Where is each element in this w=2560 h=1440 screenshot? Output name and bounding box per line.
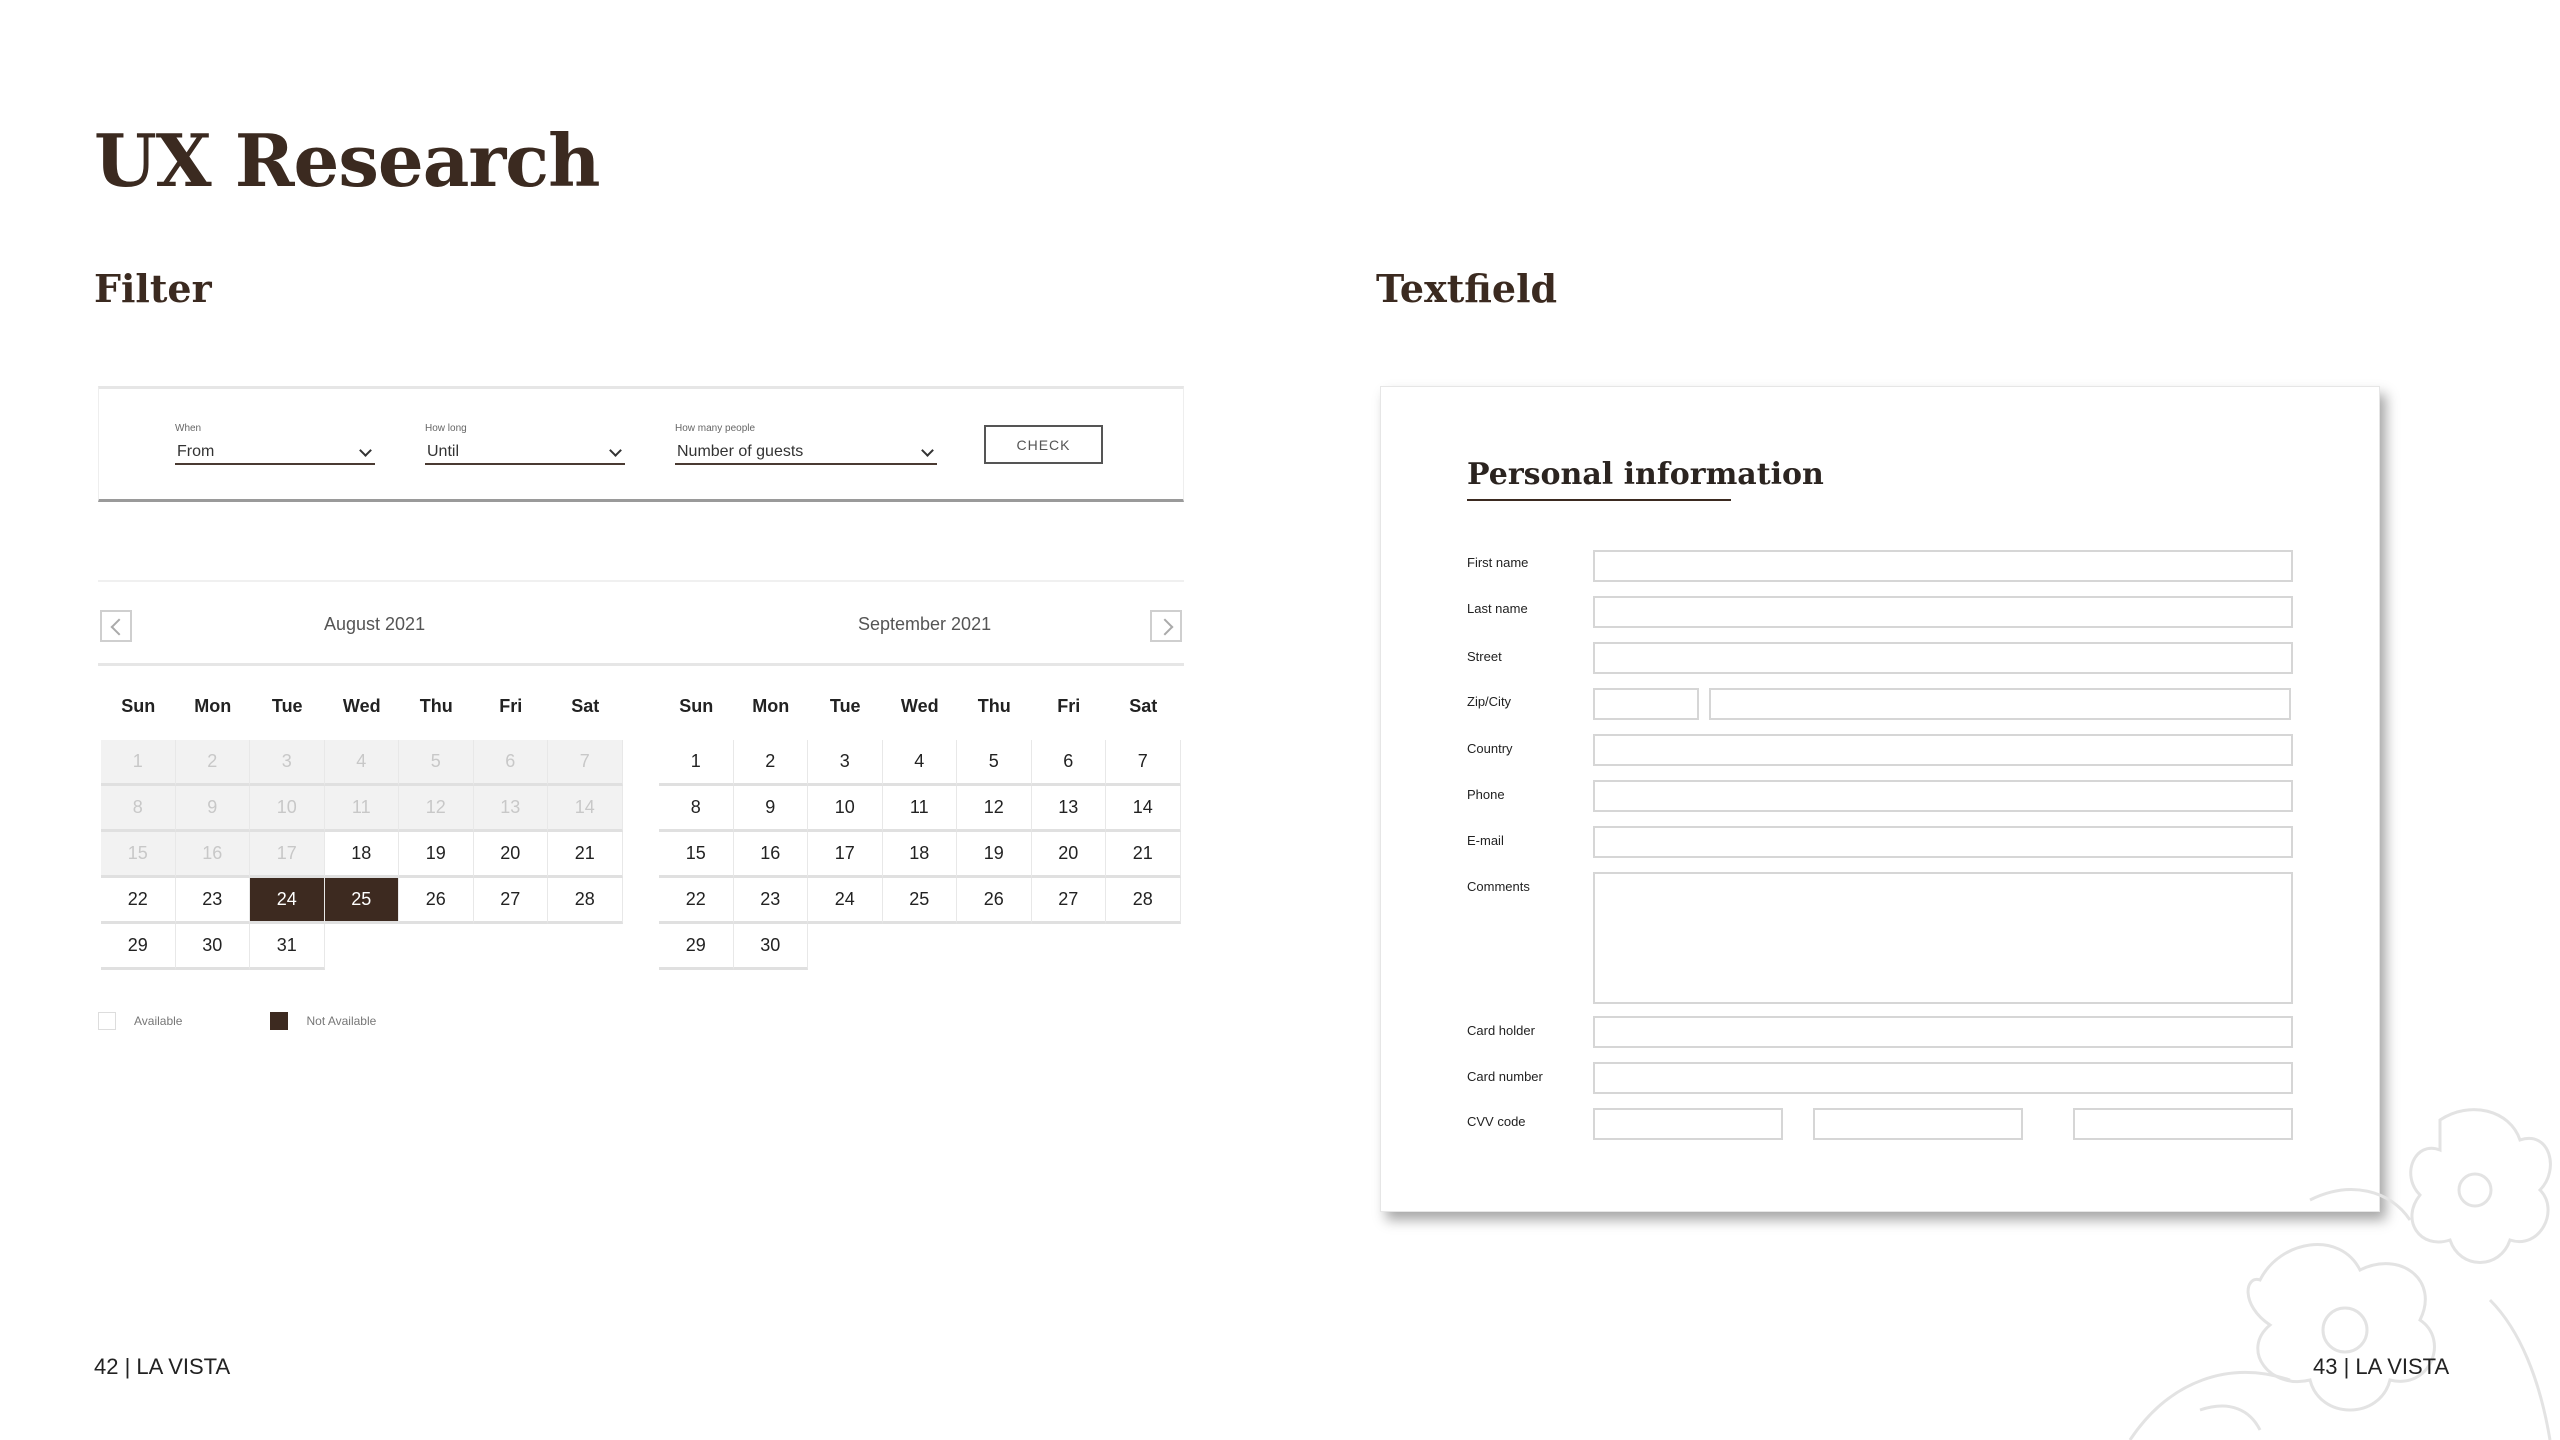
day-cell: 4	[325, 740, 400, 786]
day-cell[interactable]: 9	[734, 786, 809, 832]
how-long-select[interactable]	[425, 441, 625, 465]
legend-available-label: Available	[134, 1014, 183, 1028]
day-cell: 25	[325, 878, 400, 924]
day-cell[interactable]: 14	[1106, 786, 1181, 832]
day-cell[interactable]: 2	[734, 740, 809, 786]
calendar-header	[98, 580, 1184, 666]
day-cell: 9	[176, 786, 251, 832]
guests-label: How many people	[675, 423, 756, 434]
when-filter	[175, 423, 375, 465]
day-cell[interactable]: 26	[957, 878, 1032, 924]
last-name-label: Last name	[1467, 601, 1528, 616]
chevron-left-icon[interactable]	[100, 610, 132, 642]
cvv-field-1[interactable]	[1593, 1108, 1783, 1140]
footer-page-left: 42 | LA VISTA	[94, 1354, 231, 1379]
weekday-label: Fri	[1057, 696, 1081, 716]
day-cell[interactable]: 3	[808, 740, 883, 786]
month-title-august: August 2021	[324, 614, 426, 634]
weekday-label: Sat	[1129, 696, 1158, 716]
when-select[interactable]	[175, 441, 375, 465]
day-cell[interactable]: 26	[399, 878, 474, 924]
zip-city-label: Zip/City	[1467, 694, 1512, 709]
how-long-filter	[425, 423, 625, 465]
phone-field[interactable]	[1593, 780, 2293, 812]
legend-not-available-label: Not Available	[306, 1014, 377, 1028]
day-cell: 1	[101, 740, 176, 786]
day-cell: 11	[325, 786, 400, 832]
guests-filter	[675, 423, 937, 465]
day-cell[interactable]: 29	[659, 924, 734, 970]
not-available-swatch	[270, 1012, 288, 1030]
day-cell[interactable]: 28	[1106, 878, 1181, 924]
weekday-label: Sat	[571, 696, 600, 716]
day-cell[interactable]: 30	[176, 924, 251, 970]
day-cell: 24	[250, 878, 325, 924]
day-cell: 10	[250, 786, 325, 832]
email-label: E-mail	[1467, 833, 1504, 848]
chevron-down-icon	[359, 445, 373, 459]
footer-page-right: 43 | LA VISTA	[2313, 1354, 2450, 1379]
day-cell[interactable]: 20	[1032, 832, 1107, 878]
day-cell[interactable]: 10	[808, 786, 883, 832]
weekday-label: Thu	[419, 696, 453, 716]
day-cell[interactable]: 29	[101, 924, 176, 970]
phone-label: Phone	[1467, 787, 1505, 802]
weekday-label: Wed	[900, 696, 939, 716]
filter-bar	[98, 386, 1184, 502]
day-cell: 7	[548, 740, 623, 786]
check-button[interactable]: CHECK	[984, 425, 1103, 464]
day-cell[interactable]: 28	[548, 878, 623, 924]
day-cell[interactable]: 1	[659, 740, 734, 786]
calendar-grid-september	[659, 740, 1181, 970]
when-label: When	[175, 423, 202, 434]
card-holder-field[interactable]	[1593, 1016, 2293, 1048]
day-cell: 15	[101, 832, 176, 878]
textfield-heading: Textfield	[1376, 266, 1558, 311]
calendar-legend	[98, 1012, 376, 1030]
day-cell[interactable]: 5	[957, 740, 1032, 786]
day-cell[interactable]: 15	[659, 832, 734, 878]
day-cell[interactable]: 22	[101, 878, 176, 924]
day-cell[interactable]: 27	[474, 878, 549, 924]
day-cell[interactable]: 6	[1032, 740, 1107, 786]
day-cell[interactable]: 4	[883, 740, 958, 786]
day-cell: 17	[250, 832, 325, 878]
weekday-row-august	[101, 696, 623, 717]
day-cell: 6	[474, 740, 549, 786]
weekday-label: Tue	[829, 696, 861, 716]
day-cell[interactable]: 13	[1032, 786, 1107, 832]
chevron-right-icon[interactable]	[1150, 610, 1182, 642]
cvv-label: CVV code	[1467, 1114, 1526, 1129]
guests-select[interactable]	[675, 441, 937, 465]
day-cell: 14	[548, 786, 623, 832]
how-long-label: How long	[425, 423, 467, 434]
country-field[interactable]	[1593, 734, 2293, 766]
day-cell[interactable]: 30	[734, 924, 809, 970]
month-title-september: September 2021	[858, 614, 992, 634]
email-field[interactable]	[1593, 826, 2293, 858]
day-cell[interactable]: 19	[399, 832, 474, 878]
day-cell: 5	[399, 740, 474, 786]
weekday-label: Wed	[342, 696, 381, 716]
guests-value: Number of guests	[677, 443, 804, 460]
street-label: Street	[1467, 649, 1502, 664]
day-cell[interactable]: 25	[883, 878, 958, 924]
day-cell[interactable]: 23	[734, 878, 809, 924]
day-cell[interactable]: 11	[883, 786, 958, 832]
weekday-label: Tue	[271, 696, 303, 716]
how-long-value: Until	[427, 443, 460, 460]
weekday-label: Thu	[977, 696, 1011, 716]
day-cell[interactable]: 8	[659, 786, 734, 832]
day-cell[interactable]: 12	[957, 786, 1032, 832]
day-cell[interactable]: 17	[808, 832, 883, 878]
day-cell[interactable]: 18	[325, 832, 400, 878]
day-cell[interactable]: 21	[548, 832, 623, 878]
chevron-down-icon	[609, 445, 623, 459]
day-cell[interactable]: 24	[808, 878, 883, 924]
last-name-field[interactable]	[1593, 596, 2293, 628]
day-cell[interactable]: 27	[1032, 878, 1107, 924]
form-title: Personal information	[1467, 457, 1824, 492]
country-label: Country	[1467, 741, 1513, 756]
day-cell[interactable]: 16	[734, 832, 809, 878]
city-field[interactable]	[1709, 688, 2291, 720]
weekday-label: Sun	[679, 696, 714, 716]
day-cell[interactable]: 7	[1106, 740, 1181, 786]
cvv-field-2[interactable]	[1813, 1108, 2023, 1140]
card-holder-label: Card holder	[1467, 1023, 1535, 1038]
comments-field[interactable]	[1593, 872, 2293, 1004]
page-title: UX Research	[94, 118, 600, 203]
zip-field[interactable]	[1593, 688, 1699, 720]
day-cell[interactable]: 31	[250, 924, 325, 970]
weekday-label: Sun	[121, 696, 156, 716]
day-cell[interactable]: 22	[659, 878, 734, 924]
title-underline	[1467, 499, 1731, 501]
first-name-field[interactable]	[1593, 550, 2293, 582]
day-cell: 16	[176, 832, 251, 878]
day-cell[interactable]: 21	[1106, 832, 1181, 878]
day-cell: 13	[474, 786, 549, 832]
day-cell: 3	[250, 740, 325, 786]
calendar-grid-august	[101, 740, 623, 970]
day-cell: 12	[399, 786, 474, 832]
filter-heading: Filter	[94, 266, 212, 311]
chevron-down-icon	[921, 445, 935, 459]
when-value: From	[177, 443, 215, 460]
day-cell: 8	[101, 786, 176, 832]
card-number-label: Card number	[1467, 1069, 1543, 1084]
street-field[interactable]	[1593, 642, 2293, 674]
day-cell[interactable]: 19	[957, 832, 1032, 878]
first-name-label: First name	[1467, 555, 1529, 570]
day-cell[interactable]: 18	[883, 832, 958, 878]
day-cell: 2	[176, 740, 251, 786]
weekday-label: Mon	[194, 696, 232, 716]
comments-label: Comments	[1467, 879, 1530, 894]
weekday-label: Fri	[499, 696, 523, 716]
day-cell[interactable]: 23	[176, 878, 251, 924]
day-cell[interactable]: 20	[474, 832, 549, 878]
available-swatch	[98, 1012, 116, 1030]
weekday-label: Mon	[752, 696, 790, 716]
weekday-row-september	[659, 696, 1181, 717]
floral-decoration-icon	[2110, 1080, 2560, 1440]
